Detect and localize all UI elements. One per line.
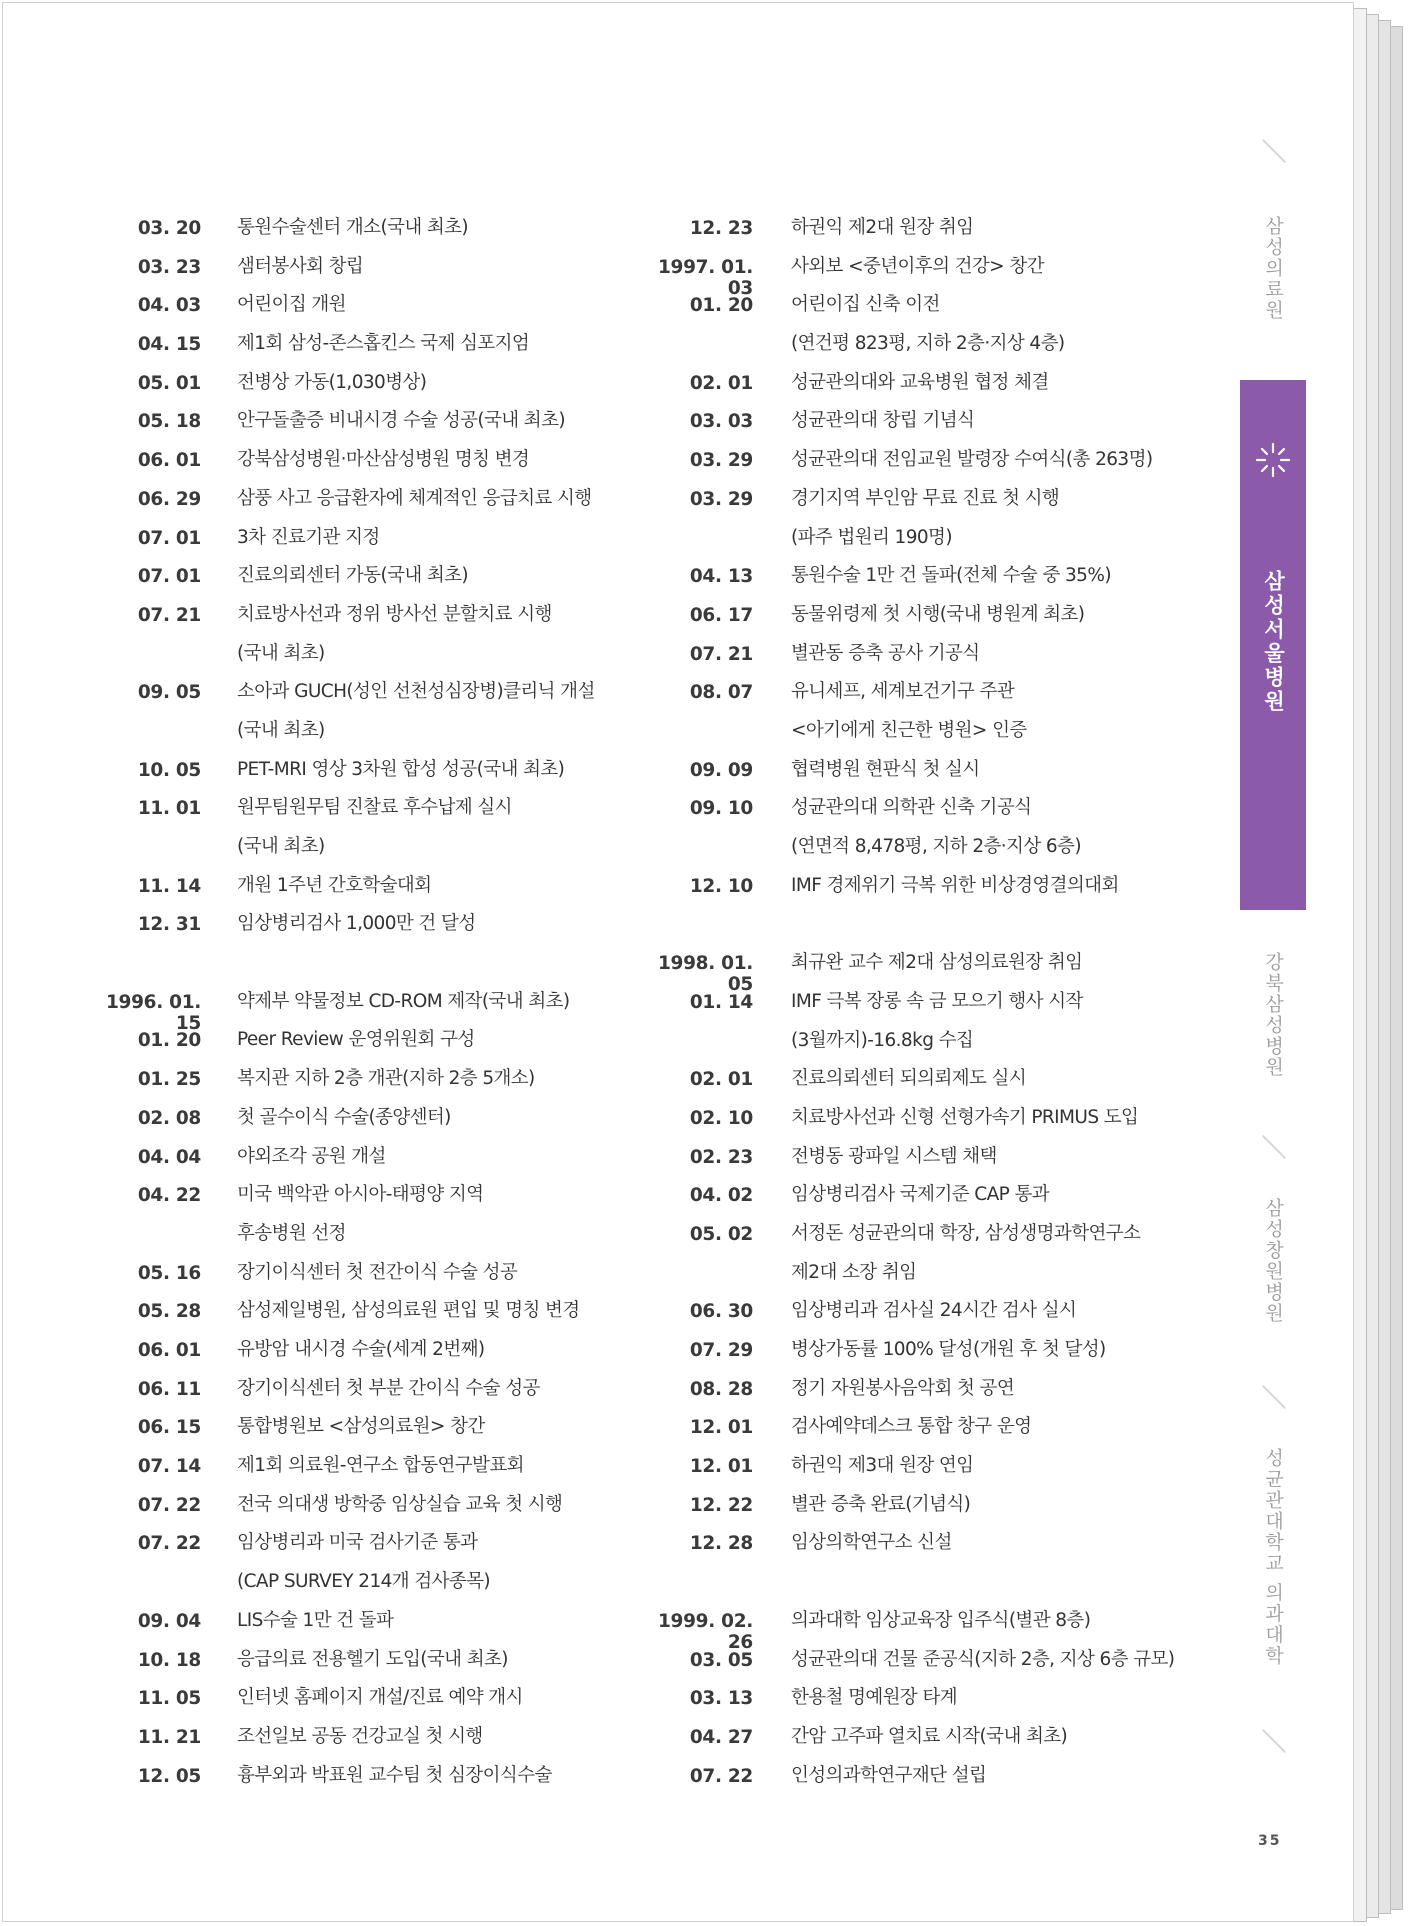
entry-date: 04. 03 (137, 295, 201, 317)
side-tab-samsung-medical-center[interactable] (1240, 216, 1306, 326)
entry-text-line: 임상병리과 미국 검사기준 통과 (237, 1532, 478, 1554)
entry-text (791, 1060, 1211, 1099)
entry-text-line: 하권익 제2대 원장 취임 (791, 217, 974, 238)
entry-text-line: (연면적 8,478평, 지하 2층·지상 6층) (791, 836, 1081, 858)
entry-text (237, 1524, 637, 1601)
entry-text-line: 첫 골수이식 수술(종양센터) (237, 1106, 451, 1128)
entry-text-line: <아기에게 친근한 병원> 인증 (791, 719, 1027, 741)
sparkle-icon (1253, 440, 1293, 480)
entry-text-line: 약제부 약물정보 CD-ROM 제작(국내 최초) (237, 990, 570, 1012)
entry-text-line: 성균관의대 건물 준공식(지하 2층, 지상 6층 규모) (791, 1648, 1175, 1670)
entry-text (791, 673, 1211, 750)
entry-text (237, 441, 637, 480)
entry-text (237, 1176, 637, 1253)
entry-text (791, 1524, 1211, 1563)
entry-date: 06. 17 (689, 604, 753, 626)
entry-text (237, 1447, 637, 1486)
entry-text-line: 미국 백악관 아시아-태평양 지역 (237, 1184, 484, 1206)
entry-text (237, 248, 637, 287)
entry-text (791, 751, 1211, 790)
entry-date: 12. 05 (137, 1765, 201, 1787)
entry-date: 05. 16 (137, 1262, 201, 1284)
entry-date: 08. 07 (689, 682, 753, 704)
entry-text-line: IMF 경제위기 극복 위한 비상경영결의대회 (791, 874, 1119, 896)
entry-text-line: 간암 고주파 열치료 시작(국내 최초) (791, 1725, 1068, 1747)
entry-date: 02. 10 (689, 1107, 753, 1129)
entry-text-line: PET-MRI 영상 3차원 합성 성공(국내 최초) (237, 758, 565, 780)
entry-text (237, 519, 637, 558)
entry-text-line: 의과대학 임상교육장 입주식(별관 8층) (791, 1609, 1091, 1631)
entry-text-line: 통합병원보 <삼성의료원> 창간 (237, 1416, 485, 1438)
entry-text-line: 야외조각 공원 개설 (237, 1145, 386, 1167)
entry-date: 11. 21 (137, 1726, 201, 1748)
entry-date: 12. 01 (689, 1456, 753, 1478)
entry-date: 07. 21 (137, 604, 201, 626)
side-tab-kangbuk-samsung[interactable] (1240, 952, 1306, 1083)
entry-text-line: 정기 자원봉사음악회 첫 공연 (791, 1377, 1015, 1399)
entry-date: 11. 01 (137, 798, 201, 820)
entry-text (791, 441, 1211, 480)
entry-text-line: (국내 최초) (237, 836, 325, 858)
timeline-entry (96, 601, 616, 678)
entry-date: 01. 25 (137, 1069, 201, 1091)
page-number: 35 (1258, 1833, 1282, 1849)
entry-text-line: (3월까지)-16.8kg 수집 (791, 1029, 974, 1051)
entry-text-line: 전병상 가동(1,030병상) (237, 371, 427, 393)
entry-text-line: 임상병리검사 1,000만 건 달성 (237, 913, 476, 935)
entry-date: 12. 31 (137, 914, 201, 936)
side-tab-active-label: 삼성서울병원 (1261, 570, 1286, 714)
entry-text (791, 1370, 1211, 1409)
entry-date: 12. 23 (689, 218, 753, 239)
entry-date: 06. 11 (137, 1378, 201, 1400)
entry-text (237, 751, 637, 790)
entry-date: 03. 20 (137, 218, 201, 239)
entry-date: 07. 29 (689, 1340, 753, 1362)
entry-text (791, 1757, 1211, 1796)
entry-text-line: (파주 법원리 190명) (791, 526, 952, 548)
entry-text (791, 1138, 1211, 1177)
entry-text-line: 소아과 GUCH(성인 선천성심장병)클리닉 개설 (237, 681, 595, 703)
entry-date: 1997. 01. 03 (657, 256, 753, 299)
entry-date: 12. 10 (689, 875, 753, 897)
entry-text (237, 402, 637, 441)
entry-text-line: 제1회 삼성-존스홉킨스 국제 심포지엄 (237, 333, 530, 355)
entry-text-line: 인성의과학연구재단 설립 (791, 1764, 987, 1786)
entry-date: 02. 08 (137, 1107, 201, 1129)
entry-text (791, 286, 1211, 363)
side-tab-label: 강북삼성병원 (1262, 952, 1284, 1078)
entry-date: 05. 02 (689, 1223, 753, 1245)
entry-date: 07. 22 (137, 1533, 201, 1555)
entry-text (791, 364, 1211, 403)
entry-date: 06. 01 (137, 450, 201, 472)
entry-text-line: IMF 극복 장롱 속 금 모으기 행사 시작 (791, 990, 1083, 1012)
entry-text-line: 진료의뢰센터 되의뢰제도 실시 (791, 1068, 1027, 1090)
side-tab-label: 삼성의료원 (1262, 216, 1284, 321)
entry-date: 06. 15 (137, 1417, 201, 1439)
entry-text-line: (CAP SURVEY 214개 검사종목) (237, 1571, 491, 1593)
entry-text (791, 1641, 1211, 1680)
entry-date: 11. 05 (137, 1688, 201, 1710)
entry-text (237, 673, 637, 750)
entry-text (237, 1292, 637, 1331)
entry-text (237, 209, 637, 248)
entry-date: 03. 29 (689, 450, 753, 472)
entry-text (237, 1679, 637, 1718)
timeline-right-column (648, 214, 1208, 1800)
entry-text-line: 성균관의대 의학관 신축 기공식 (791, 797, 1032, 819)
entry-text-line: 제2대 소장 취임 (791, 1261, 917, 1283)
entry-text (791, 1331, 1211, 1370)
entry-date: 04. 22 (137, 1185, 201, 1207)
entry-text-line: 강북삼성병원·마산삼성병원 명칭 변경 (237, 449, 530, 471)
entry-text-line: 별관동 증축 공사 기공식 (791, 642, 980, 664)
timeline-entry (648, 1220, 1208, 1297)
entry-text-line: 동물위령제 첫 시행(국내 병원계 최초) (791, 603, 1085, 625)
entry-date: 1998. 01. 05 (657, 953, 753, 996)
entry-text-line: 삼성제일병원, 삼성의료원 편입 및 명칭 변경 (237, 1300, 580, 1322)
entry-date: 04. 13 (689, 566, 753, 588)
entry-text-line: 장기이식센터 첫 부분 간이식 수술 성공 (237, 1377, 540, 1399)
entry-date: 01. 14 (689, 991, 753, 1013)
entry-date: 12. 22 (689, 1494, 753, 1516)
entry-text-line: 별관 증축 완료(기념식) (791, 1493, 971, 1515)
timeline-entry (96, 794, 616, 871)
entry-date: 06. 29 (137, 488, 201, 510)
entry-date: 12. 01 (689, 1417, 753, 1439)
timeline-entry (648, 794, 1208, 871)
entry-text (791, 867, 1211, 906)
entry-text-line: 어린이집 신축 이전 (791, 294, 940, 316)
entry-date: 04. 02 (689, 1185, 753, 1207)
timeline-entry (648, 1529, 1208, 1568)
page-stack-edge (1390, 26, 1403, 1910)
entry-text (237, 1138, 637, 1177)
entry-text-line: 병상가동률 100% 달성(개원 후 첫 달성) (791, 1339, 1106, 1361)
entry-text (791, 789, 1211, 866)
entry-date: 04. 04 (137, 1146, 201, 1168)
timeline-entry (96, 910, 616, 949)
entry-text-line: 전병동 광파일 시스템 채택 (791, 1145, 997, 1167)
entry-date: 01. 20 (137, 1030, 201, 1052)
entry-date: 02. 01 (689, 372, 753, 394)
entry-date: 04. 27 (689, 1726, 753, 1748)
entry-text (237, 1757, 637, 1796)
entry-text (237, 1718, 637, 1757)
entry-date: 05. 28 (137, 1301, 201, 1323)
entry-text (791, 1215, 1211, 1292)
entry-date: 07. 01 (137, 566, 201, 588)
side-tab-changwon-samsung[interactable] (1240, 1198, 1306, 1329)
entry-text (791, 1486, 1211, 1525)
entry-text-line: 인터넷 홈페이지 개설/진료 예약 개시 (237, 1687, 523, 1709)
entry-date: 06. 01 (137, 1340, 201, 1361)
page-stack-edge (1366, 14, 1379, 1918)
entry-text (237, 789, 637, 866)
entry-text-line: 사외보 <중년이후의 건강> 창간 (791, 255, 1044, 277)
entry-text-line: 제1회 의료원-연구소 합동연구발표회 (237, 1455, 524, 1477)
entry-text-line: 통원수술 1만 건 돌파(전체 수술 중 35%) (791, 565, 1111, 587)
timeline-entry (648, 291, 1208, 368)
entry-date: 09. 05 (137, 682, 201, 704)
entry-date: 03. 29 (689, 488, 753, 510)
entry-text (237, 325, 637, 364)
entry-text (791, 557, 1211, 596)
entry-text-line: 검사예약데스크 통합 창구 운영 (791, 1416, 1032, 1438)
entry-text (237, 286, 637, 325)
side-tab-label: 성균관대학교 의과대학 (1262, 1448, 1284, 1667)
entry-text-line: LIS수술 1만 건 돌파 (237, 1609, 394, 1631)
entry-text-line: 후송병원 선정 (237, 1222, 346, 1244)
timeline-entry (648, 485, 1208, 562)
entry-text (237, 1486, 637, 1525)
entry-text (237, 480, 637, 519)
entry-text (237, 1060, 637, 1099)
entry-date: 03. 13 (689, 1688, 753, 1710)
entry-text (791, 402, 1211, 441)
entry-date: 09. 09 (689, 759, 753, 781)
entry-text (791, 983, 1211, 1060)
entry-text-line: 유방암 내시경 수술(세계 2번째) (237, 1339, 485, 1360)
entry-text (791, 1292, 1211, 1331)
entry-text (791, 1176, 1211, 1215)
entry-text-line: 흉부외과 박표원 교수팀 첫 심장이식수술 (237, 1764, 552, 1786)
entry-text-line: 서정돈 성균관의대 학장, 삼성생명과학연구소 (791, 1222, 1141, 1244)
entry-text (791, 1718, 1211, 1757)
entry-text (237, 905, 637, 944)
entry-text (791, 1602, 1211, 1641)
entry-date: 1996. 01. 15 (105, 991, 201, 1034)
timeline-entry (648, 988, 1208, 1065)
entry-text-line: 안구돌출증 비내시경 수술 성공(국내 최초) (237, 410, 565, 432)
entry-text (237, 1641, 637, 1680)
entry-text-line: 성균관의대와 교육병원 협정 체결 (791, 371, 1049, 393)
entry-text-line: 어린이집 개원 (237, 294, 346, 316)
timeline-entry (648, 678, 1208, 755)
entry-text-line: 장기이식센터 첫 전간이식 수술 성공 (237, 1261, 518, 1283)
timeline-left-column (96, 214, 616, 1800)
entry-text (791, 1447, 1211, 1486)
entry-text (791, 944, 1211, 983)
entry-date: 07. 22 (137, 1494, 201, 1516)
entry-text-line: 원무팀원무팀 진찰료 후수납제 실시 (237, 797, 512, 819)
entry-text-line: 통원수술센터 개소(국내 최초) (237, 217, 469, 238)
entry-text-line: 치료방사선과 신형 선형가속기 PRIMUS 도입 (791, 1106, 1139, 1128)
entry-date: 11. 14 (137, 875, 201, 897)
entry-text (237, 1099, 637, 1138)
entry-text-line: 협력병원 현판식 첫 실시 (791, 758, 980, 780)
page-stack-edge (1354, 8, 1367, 1922)
entry-date: 07. 22 (689, 1765, 753, 1787)
side-tab-active[interactable] (1240, 380, 1306, 910)
timeline-entry (96, 678, 616, 755)
timeline-entry (96, 1181, 616, 1258)
entry-text (237, 596, 637, 673)
entry-text (791, 596, 1211, 635)
entry-text-line: 진료의뢰센터 가동(국내 최초) (237, 565, 469, 587)
entry-date: 10. 05 (137, 759, 201, 781)
entry-text-line: 복지관 지하 2층 개관(지하 2층 5개소) (237, 1068, 535, 1090)
entry-date: 05. 01 (137, 372, 201, 394)
entry-text (237, 867, 637, 906)
entry-text-line: 최규완 교수 제2대 삼성의료원장 취임 (791, 952, 1083, 974)
entry-text (791, 248, 1211, 287)
entry-date: 01. 20 (689, 295, 753, 317)
entry-text (237, 364, 637, 403)
entry-date: 07. 21 (689, 643, 753, 665)
entry-date: 02. 01 (689, 1069, 753, 1091)
entry-text (791, 209, 1211, 248)
timeline-entry (648, 1762, 1208, 1801)
entry-date: 07. 01 (137, 527, 201, 549)
entry-text-line: Peer Review 운영위원회 구성 (237, 1029, 475, 1051)
entry-text-line: 조선일보 공동 건강교실 첫 시행 (237, 1725, 483, 1747)
entry-date: 06. 30 (689, 1301, 753, 1323)
entry-text (791, 1099, 1211, 1138)
entry-text-line: 성균관의대 전임교원 발령장 수여식(총 263명) (791, 449, 1153, 471)
timeline-entry (96, 1529, 616, 1606)
entry-text-line: (국내 최초) (237, 642, 325, 664)
entry-text (791, 1408, 1211, 1447)
entry-text-line: 삼풍 사고 응급환자에 체계적인 응급치료 시행 (237, 487, 592, 509)
entry-text-line: 전국 의대생 방학중 임상실습 교육 첫 시행 (237, 1493, 563, 1515)
entry-text-line: 하권익 제3대 원장 연임 (791, 1455, 974, 1477)
entry-text-line: 응급의료 전용헬기 도입(국내 최초) (237, 1648, 508, 1670)
entry-date: 03. 23 (137, 256, 201, 278)
entry-text-line: 임상병리과 검사실 24시간 검사 실시 (791, 1300, 1077, 1322)
entry-text-line: 임상병리검사 국제기준 CAP 통과 (791, 1184, 1050, 1206)
entry-text (237, 1254, 637, 1293)
entry-text (237, 1602, 637, 1641)
timeline-entry (96, 1762, 616, 1801)
entry-text (791, 480, 1211, 557)
entry-text (237, 1408, 637, 1447)
entry-text (237, 1021, 637, 1060)
entry-date: 03. 05 (689, 1649, 753, 1671)
entry-date: 08. 28 (689, 1378, 753, 1400)
entry-text-line: 성균관의대 창립 기념식 (791, 410, 975, 432)
side-tab-skku-medicine[interactable] (1240, 1448, 1306, 1671)
entry-text (237, 557, 637, 596)
entry-date: 09. 04 (137, 1610, 201, 1632)
entry-text (237, 983, 637, 1022)
entry-date: 03. 03 (689, 411, 753, 433)
entry-text-line: 경기지역 부인암 무료 진료 첫 시행 (791, 487, 1060, 509)
entry-text-line: (연건평 823평, 지하 2층·지상 4층) (791, 333, 1065, 355)
entry-date: 05. 18 (137, 411, 201, 433)
entry-date: 09. 10 (689, 798, 753, 820)
entry-text (237, 1370, 637, 1409)
entry-text-line: 임상의학연구소 신설 (791, 1532, 952, 1554)
entry-text (791, 635, 1211, 674)
entry-text-line: (국내 최초) (237, 719, 325, 741)
entry-date: 12. 28 (689, 1533, 753, 1555)
entry-date: 1999. 02. 26 (657, 1610, 753, 1653)
entry-text-line: 샘터봉사회 창립 (237, 255, 364, 277)
entry-date: 02. 23 (689, 1146, 753, 1168)
entry-text (791, 1679, 1211, 1718)
page-stack-edge (1378, 20, 1391, 1914)
entry-text-line: 3차 진료기관 지정 (237, 526, 380, 548)
timeline-entry (648, 872, 1208, 911)
entry-date: 07. 14 (137, 1456, 201, 1478)
entry-text-line: 치료방사선과 정위 방사선 분할치료 시행 (237, 603, 552, 625)
entry-text (237, 1331, 637, 1370)
entry-date: 10. 18 (137, 1649, 201, 1671)
side-tab-label: 삼성창원병원 (1262, 1198, 1284, 1324)
entry-text-line: 유니세프, 세계보건기구 주관 (791, 681, 1015, 703)
entry-text-line: 한용철 명예원장 타계 (791, 1687, 958, 1709)
entry-date: 04. 15 (137, 334, 201, 356)
entry-text-line: 개원 1주년 간호학술대회 (237, 874, 432, 896)
